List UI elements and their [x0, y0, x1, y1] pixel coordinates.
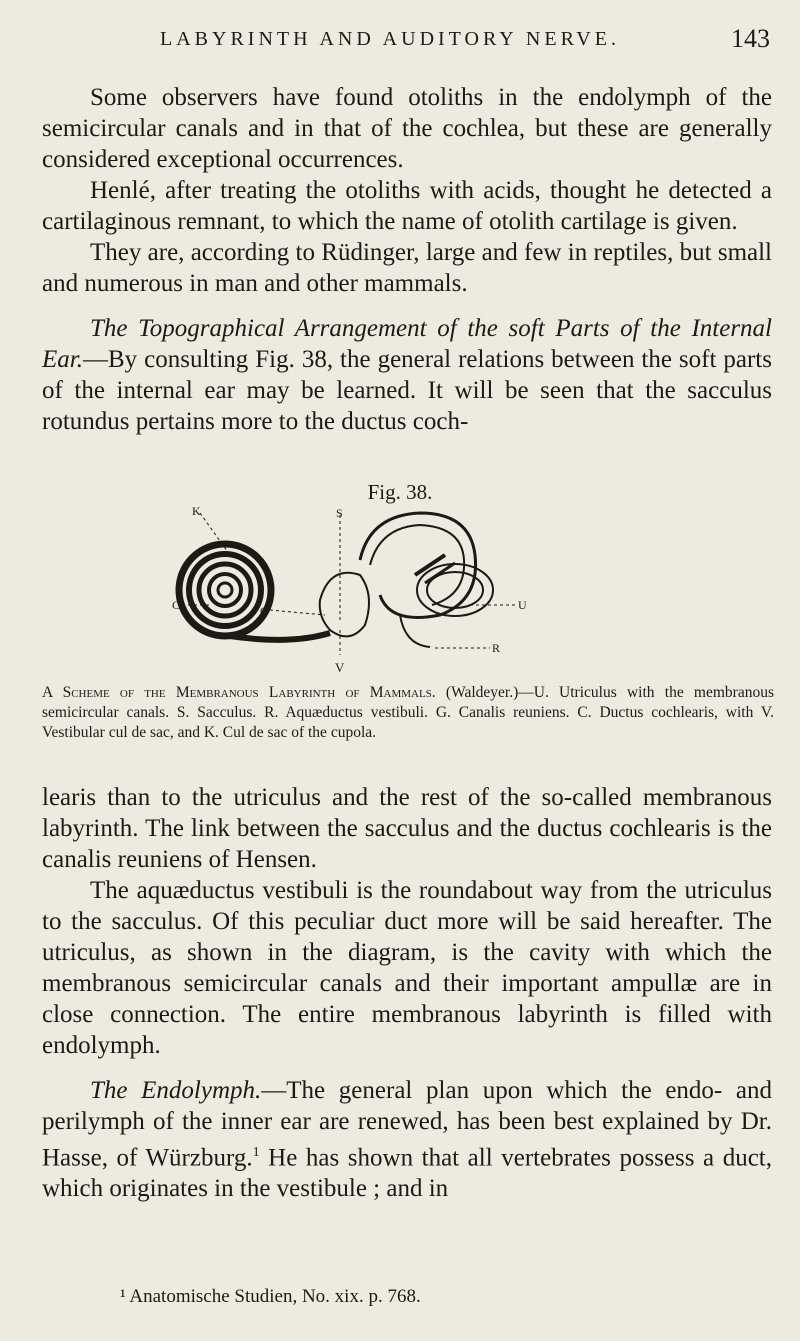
label-u: U [518, 598, 527, 612]
paragraph-topographical [42, 313, 772, 437]
text-block-top [42, 82, 772, 437]
page-number: 143 [731, 24, 770, 53]
footnote-text: Anatomische Studien, No. xix. p. 768. [125, 1286, 421, 1307]
labyrinth-diagram [170, 505, 560, 655]
paragraph-otoliths: Some observers have found otoliths in the endolymph of the semicircular canals and in that of the cochlea, but these are generally considered exceptional occurrences. [42, 84, 772, 173]
label-r: R [492, 641, 501, 655]
running-head: LABYRINTH AND AUDITORY NERVE. [160, 28, 620, 50]
sacculus-shape [320, 573, 369, 637]
label-k: K [192, 505, 201, 518]
section-title-endolymph: The Endolymph. [90, 1077, 262, 1104]
footnote-ref: 1 [252, 1145, 260, 1160]
figure-label: Fig. 38. [367, 480, 433, 504]
aqueduct-path [400, 615, 430, 647]
paragraph-cochlearis: learis than to the utriculus and the rest of the so-called membranous labyrinth. The link between the sacculus and the ductus cochlearis is the canalis reuniens of Hensen. [42, 784, 772, 873]
paragraph-endolymph-tail: He has shown that all vertebrates possess a duct, which originates in the vestibule ; and in [42, 1144, 772, 1203]
label-s: S [336, 506, 343, 520]
footnote-marker: ¹ [120, 1286, 126, 1307]
caption-body: (Waldeyer.)—U. Utriculus with the membranous semicircular canals. S. Sacculus. R. Aquæductus vestibuli. G. Canalis reuniens. C. Ductus cochlearis, with V. Vestibular cul de sac, and K. Cul de sac of the cupola. [42, 684, 774, 741]
label-g: G [260, 604, 269, 618]
cochlea-spiral [179, 544, 271, 636]
label-c: C [172, 598, 181, 612]
page-header [110, 24, 770, 60]
paragraph-endolymph [42, 1075, 772, 1204]
paragraph-aqueductus: The aquæductus vestibuli is the roundabout way from the utriculus to the sacculus. Of this peculiar duct more will be said hereafter. The utriculus, as shown in the diagram, is the cavity with which the membranous semicircular canals and their important ampullæ are in close connection. The entire membranous labyrinth is filled with endolymph. [42, 877, 772, 1059]
section-title-topographical: The Topographical Arrangement of the soft Parts of the Internal Ear. [42, 315, 772, 373]
paragraph-endolymph-body: —The general plan upon which the endo- and perilymph of the inner ear are renewed, has been best explained by Dr. Hasse, of Würzburg. [42, 1077, 772, 1172]
caption-title: A Scheme of the Membranous Labyrinth of Mammals. [42, 684, 436, 701]
figure-caption [42, 683, 774, 743]
paragraph-rudinger: They are, according to Rüdinger, large and few in reptiles, but small and numerous in man and other mammals. [42, 239, 772, 297]
label-v: V [335, 660, 345, 675]
utriculus-canals [360, 513, 493, 618]
paragraph-topographical-body: —By consulting Fig. 38, the general relations between the soft parts of the internal ear may be learned. It will be seen that the sacculus rotundus pertains more to the ductus coch- [42, 346, 772, 435]
paragraph-henle: Henlé, after treating the otoliths with acids, thought he detected a cartilaginous remnant, to which the name of otolith cartilage is given. [42, 177, 772, 235]
text-block-bottom [42, 782, 772, 1204]
footnote [120, 1286, 760, 1308]
